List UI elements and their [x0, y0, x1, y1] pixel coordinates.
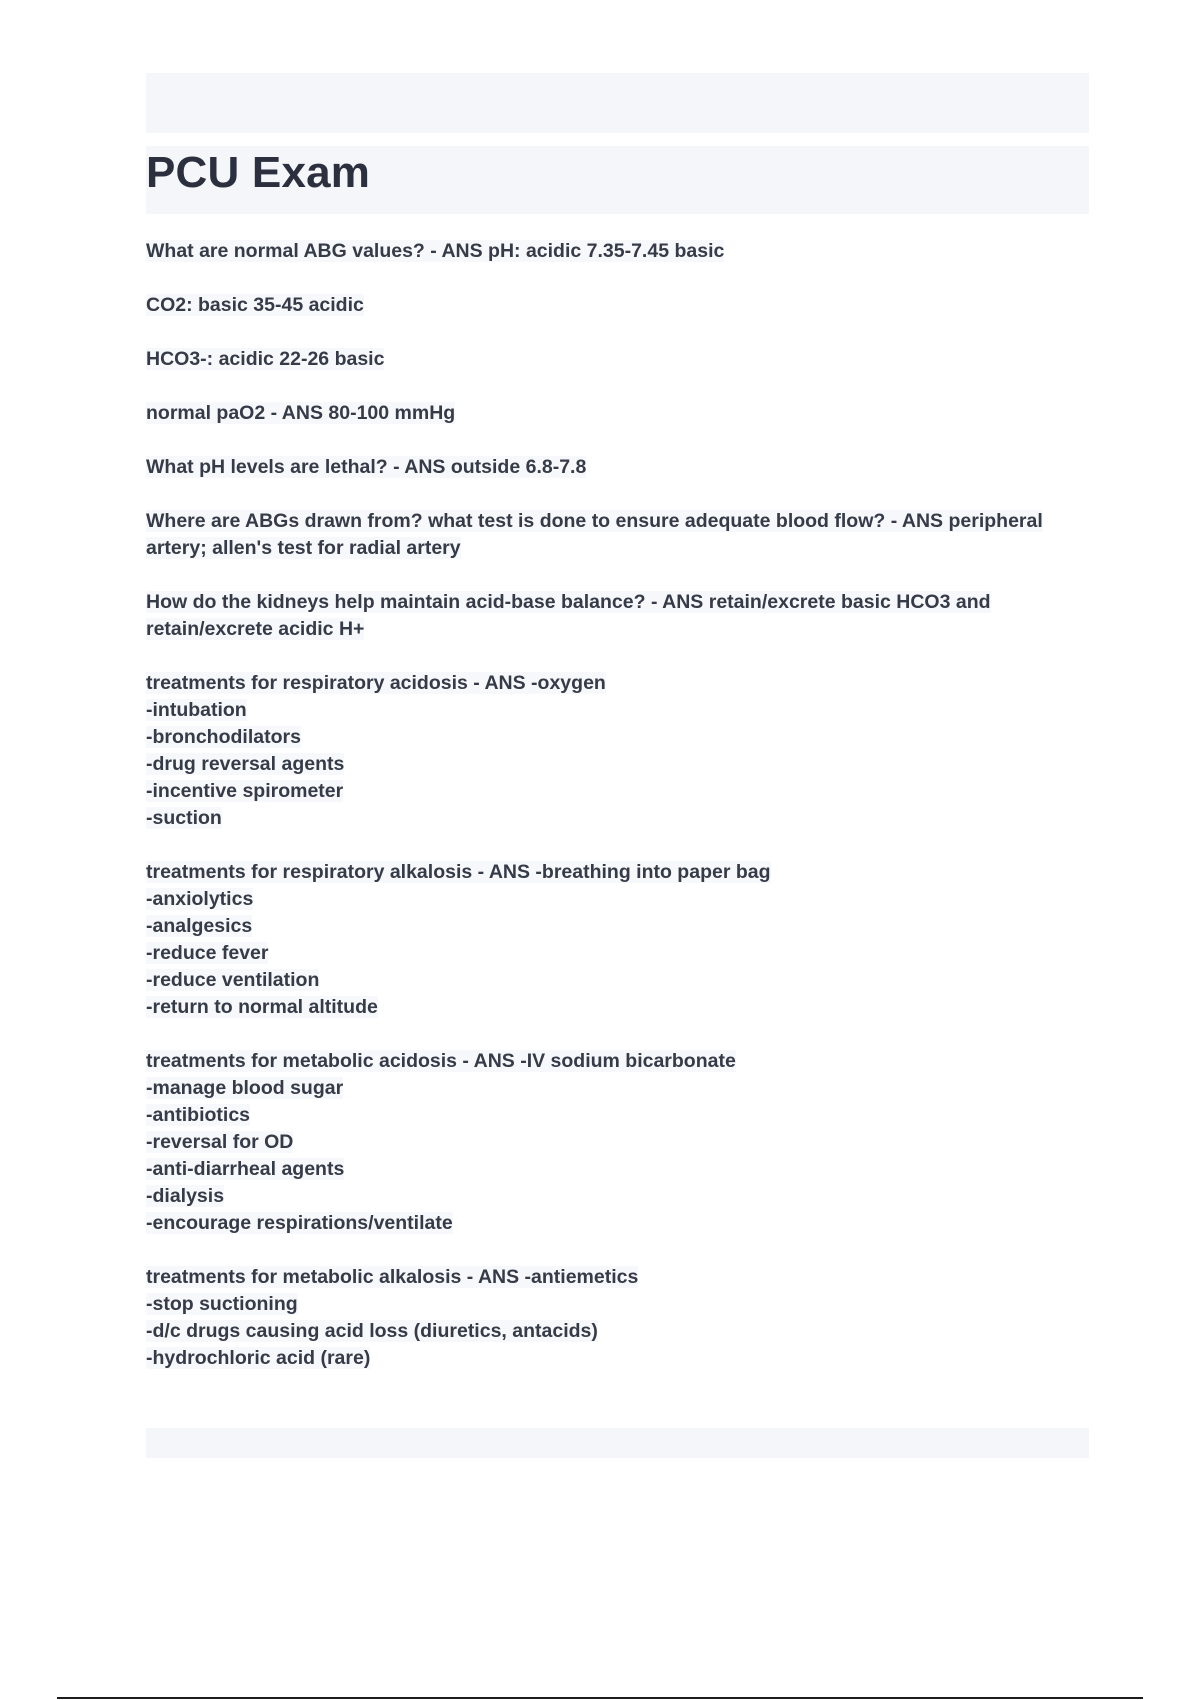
qa-block: [146, 400, 1086, 427]
qa-line-text: What are normal ABG values? - ANS pH: acidic 7.35-7.45 basic: [146, 240, 725, 262]
qa-block: [146, 292, 1086, 319]
qa-line: [146, 805, 1086, 832]
qa-line-text: -stop suctioning: [146, 1293, 298, 1315]
qa-line-text: -reversal for OD: [146, 1131, 294, 1153]
qa-block: [146, 508, 1086, 562]
qa-line: [146, 1291, 1086, 1318]
page-title: PCU Exam: [146, 148, 371, 197]
qa-block: [146, 238, 1086, 265]
qa-line-text: Where are ABGs drawn from? what test is done to ensure adequate blood flow? - ANS peripheral: [146, 510, 1043, 532]
qa-line-text: -incentive spirometer: [146, 780, 344, 802]
qa-line-text: -reduce ventilation: [146, 969, 320, 991]
qa-line-text: How do the kidneys help maintain acid-base balance? - ANS retain/excrete basic HCO3 and: [146, 591, 991, 613]
qa-line-text: -drug reversal agents: [146, 753, 345, 775]
qa-line-text: -reduce fever: [146, 942, 269, 964]
qa-line: [146, 400, 1086, 427]
qa-line: [146, 1156, 1086, 1183]
qa-line-text: CO2: basic 35-45 acidic: [146, 294, 364, 316]
qa-line: [146, 1345, 1086, 1372]
qa-line: [146, 1129, 1086, 1156]
qa-line: [146, 994, 1086, 1021]
qa-line: [146, 589, 1086, 616]
qa-line: [146, 1183, 1086, 1210]
qa-line: [146, 292, 1086, 319]
qa-line: [146, 535, 1086, 562]
qa-line-text: -anxiolytics: [146, 888, 254, 910]
qa-line-text: -d/c drugs causing acid loss (diuretics, antacids): [146, 1320, 598, 1342]
qa-line-text: -suction: [146, 807, 222, 829]
qa-line-text: treatments for metabolic acidosis - ANS -IV sodium bicarbonate: [146, 1050, 736, 1072]
qa-line-text: -antibiotics: [146, 1104, 251, 1126]
qa-block: [146, 1048, 1086, 1237]
qa-line: [146, 1210, 1086, 1237]
qa-line: [146, 967, 1086, 994]
qa-block: [146, 859, 1086, 1021]
qa-line-text: treatments for respiratory acidosis - ANS -oxygen: [146, 672, 606, 694]
qa-line-text: -anti-diarrheal agents: [146, 1158, 345, 1180]
qa-line: [146, 508, 1086, 535]
qa-line: [146, 886, 1086, 913]
qa-line-text: -bronchodilators: [146, 726, 301, 748]
qa-line-text: -return to normal altitude: [146, 996, 378, 1018]
bottom-rule: [57, 1697, 1143, 1699]
qa-block: [146, 589, 1086, 643]
qa-line-text: normal paO2 - ANS 80-100 mmHg: [146, 402, 456, 424]
qa-block: [146, 346, 1086, 373]
qa-line-text: HCO3-: acidic 22-26 basic: [146, 348, 385, 370]
qa-line-text: What pH levels are lethal? - ANS outside 6.8-7.8: [146, 456, 587, 478]
qa-line: [146, 778, 1086, 805]
qa-line: [146, 724, 1086, 751]
qa-line: [146, 697, 1086, 724]
qa-line: [146, 1264, 1086, 1291]
qa-line-text: artery; allen's test for radial artery: [146, 537, 461, 559]
qa-line-text: -manage blood sugar: [146, 1077, 344, 1099]
document-body: [146, 238, 1086, 1399]
qa-line: [146, 238, 1086, 265]
qa-line: [146, 1048, 1086, 1075]
qa-line: [146, 913, 1086, 940]
qa-line: [146, 346, 1086, 373]
qa-block: [146, 1264, 1086, 1372]
qa-line: [146, 1318, 1086, 1345]
qa-line: [146, 616, 1086, 643]
qa-line-text: -analgesics: [146, 915, 253, 937]
qa-line-text: -encourage respirations/ventilate: [146, 1212, 453, 1234]
qa-block: [146, 454, 1086, 481]
footer-band: [146, 1428, 1089, 1458]
qa-line-text: -hydrochloric acid (rare): [146, 1347, 371, 1369]
qa-line-text: treatments for respiratory alkalosis - ANS -breathing into paper bag: [146, 861, 771, 883]
qa-line-text: -dialysis: [146, 1185, 225, 1207]
qa-line: [146, 454, 1086, 481]
qa-line: [146, 1102, 1086, 1129]
qa-line-text: retain/excrete acidic H+: [146, 618, 365, 640]
qa-line: [146, 670, 1086, 697]
qa-line: [146, 751, 1086, 778]
qa-line-text: -intubation: [146, 699, 247, 721]
header-band: [146, 73, 1089, 133]
qa-line-text: treatments for metabolic alkalosis - ANS -antiemetics: [146, 1266, 639, 1288]
qa-line: [146, 1075, 1086, 1102]
qa-line: [146, 859, 1086, 886]
qa-block: [146, 670, 1086, 832]
qa-line: [146, 940, 1086, 967]
